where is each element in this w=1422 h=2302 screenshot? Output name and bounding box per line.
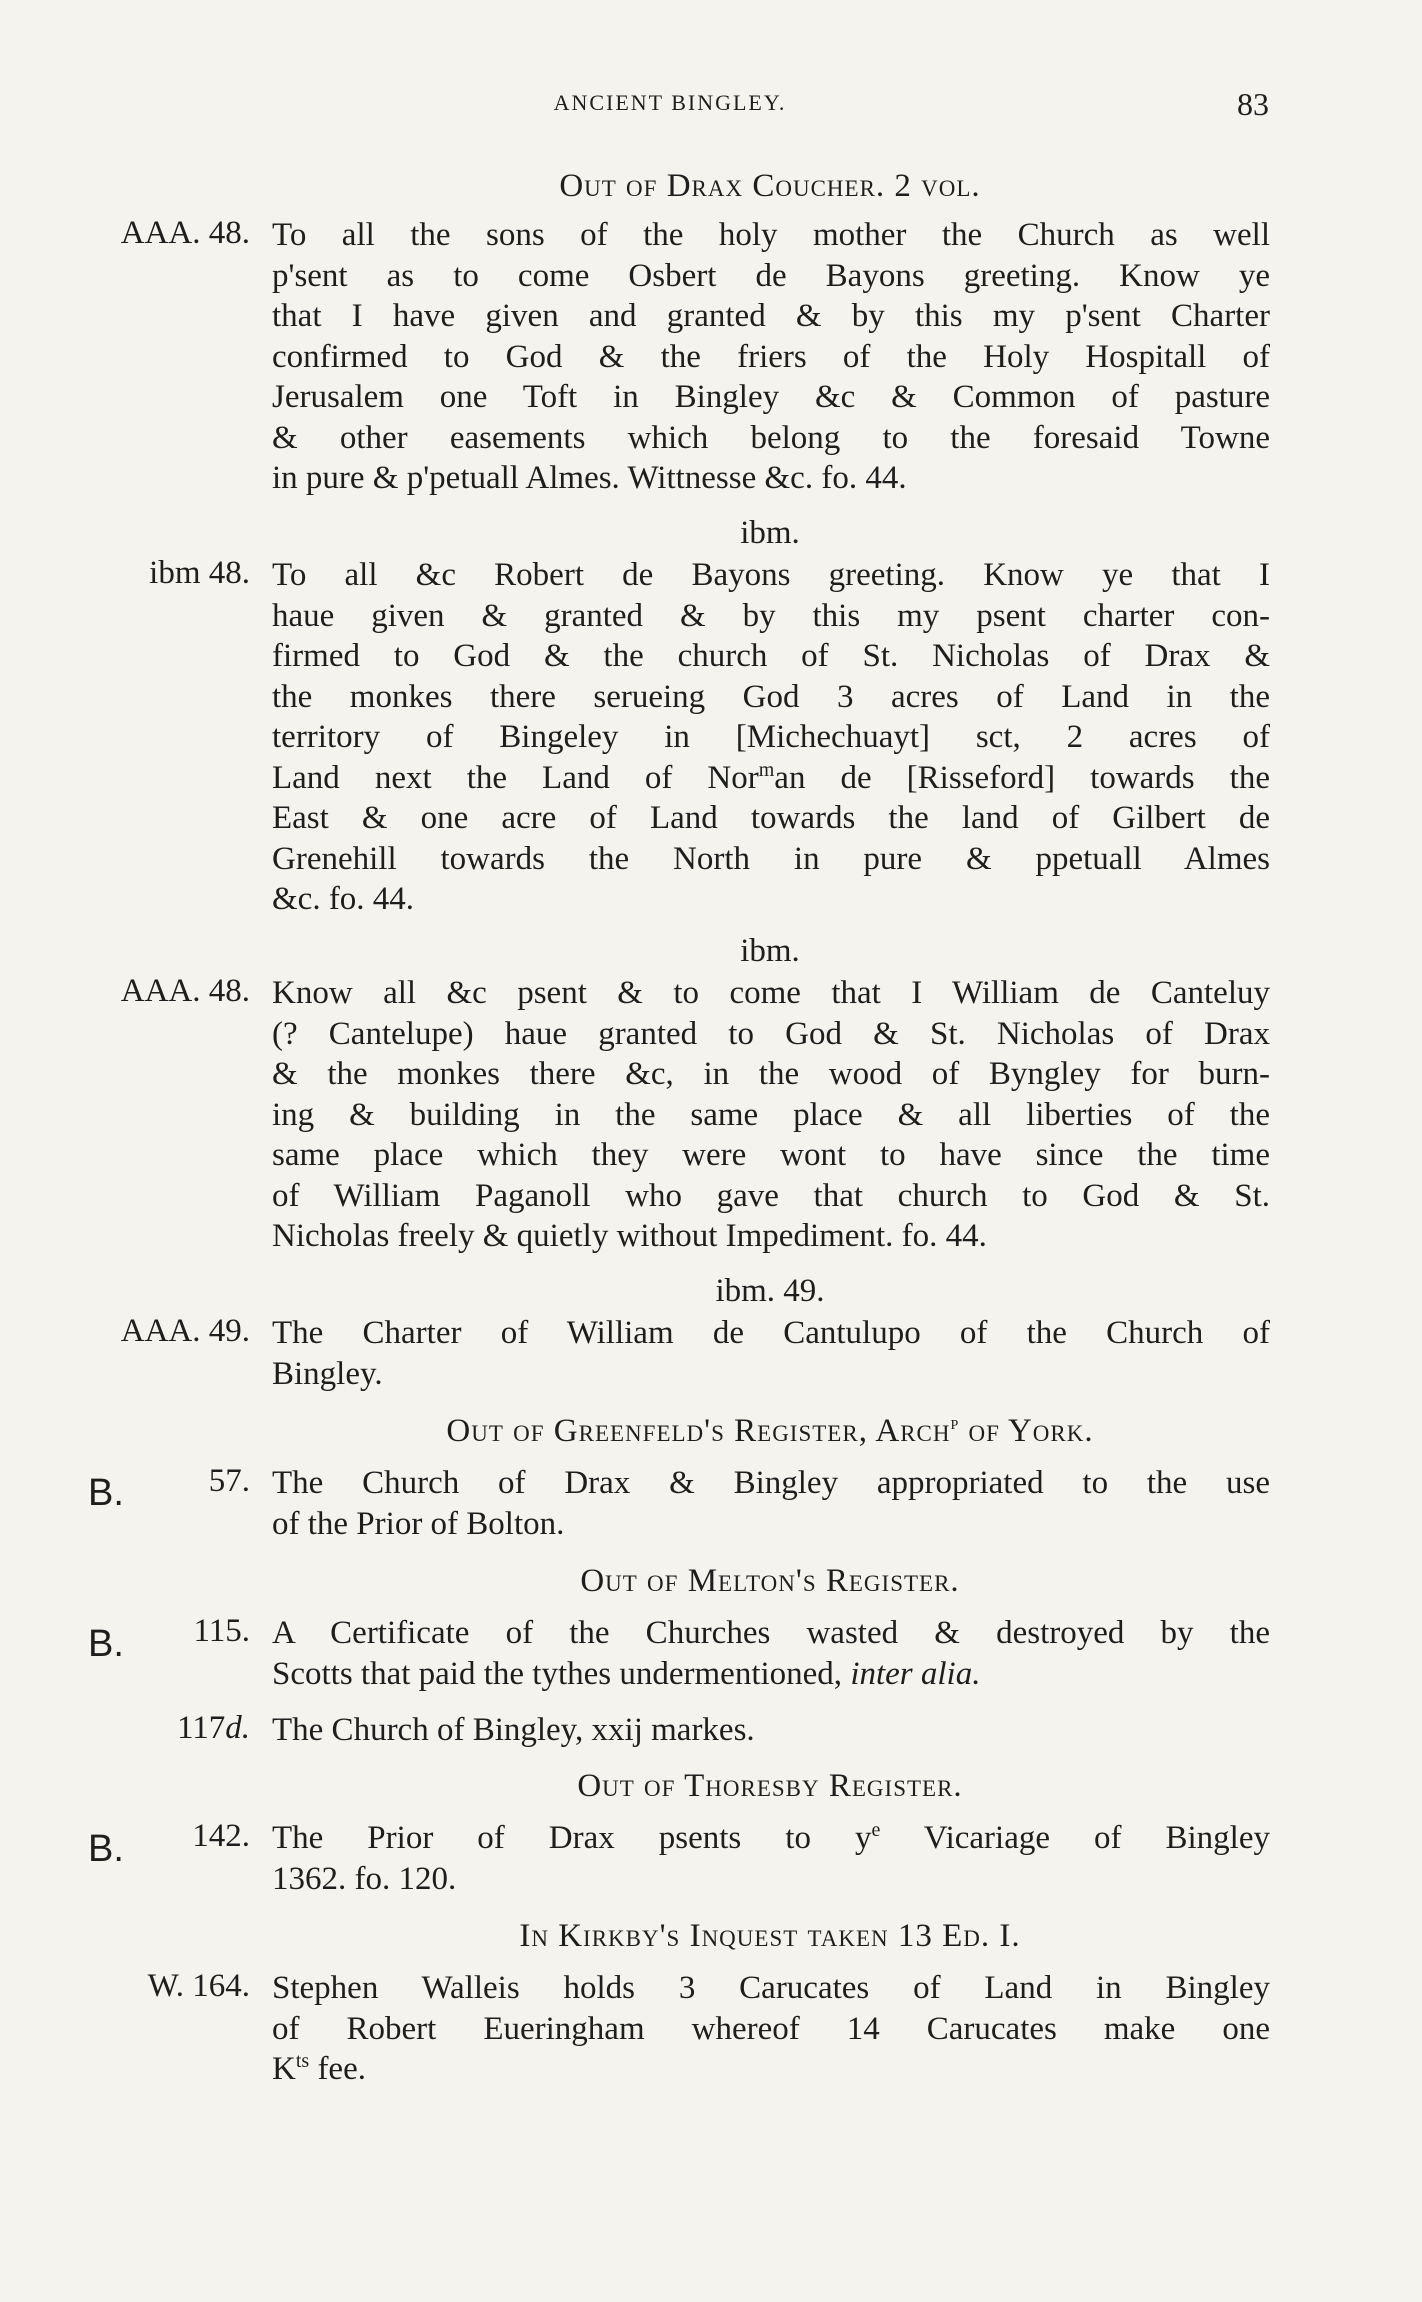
entry-line: Bingley. bbox=[272, 1355, 383, 1392]
page-number: 83 bbox=[1237, 86, 1269, 122]
running-title: ANCIENT BINGLEY. bbox=[553, 90, 787, 115]
entry-line: (? Cantelupe) haue granted to God & St. Nicholas of Drax bbox=[272, 1015, 1270, 1052]
entry-ref: AAA. 49. bbox=[120, 1313, 250, 1349]
entry-line: The Church of Bingley, xxij markes. bbox=[272, 1712, 755, 1748]
section-heading-greenfeld: Out of Greenfeld's Register, Arch$^p$ of York. bbox=[446, 1412, 1094, 1449]
sub-heading-ibm: ibm. bbox=[740, 933, 800, 969]
entry-text bbox=[272, 973, 1270, 1257]
sub-heading-ibm: ibm. bbox=[740, 515, 800, 551]
section-heading-drax: Out of Drax Coucher. 2 vol. bbox=[559, 168, 981, 204]
entry-line: the monkes there serueing God 3 acres of Land in the bbox=[272, 678, 1270, 715]
entry-line: Stephen Walleis holds 3 Carucates of Land in Bingley bbox=[272, 1970, 1270, 2006]
section-heading-kirkby: In Kirkby's Inquest taken 13 Ed. I. bbox=[519, 1918, 1021, 1954]
entry-line: of the Prior of Bolton. bbox=[272, 1505, 565, 1542]
ref-mark: B. bbox=[88, 1623, 124, 1665]
entry-text bbox=[272, 1613, 1270, 1694]
entry-line: confirmed to God & the friers of the Holy Hospitall of bbox=[272, 338, 1270, 375]
entry-line: of William Paganoll who gave that church to God & St. bbox=[272, 1177, 1270, 1214]
entry-text bbox=[272, 215, 1270, 499]
entry-line: of Robert Eueringham whereof 14 Carucates make one bbox=[272, 2010, 1270, 2047]
entry-ref: ibm 48. bbox=[149, 555, 250, 591]
entry-line: To all the sons of the holy mother the Church as well bbox=[272, 217, 1270, 253]
entry-text bbox=[272, 1818, 1270, 1899]
entry-line: Nicholas freely & quietly without Impediment. fo. 44. bbox=[272, 1218, 987, 1254]
section-heading-melton: Out of Melton's Register. bbox=[580, 1563, 960, 1599]
entry-text bbox=[272, 1968, 1270, 2090]
entry-line: To all &c Robert de Bayons greeting. Know ye that I bbox=[272, 557, 1270, 593]
entry-ref: 142. bbox=[192, 1818, 250, 1854]
entry-line: 1362. fo. 120. bbox=[272, 1860, 457, 1897]
entry-line: that I have given and granted & by this my p'sent Charter bbox=[272, 298, 1270, 334]
entry-ref: 57. bbox=[208, 1463, 250, 1499]
section-heading-thoresby: Out of Thoresby Register. bbox=[577, 1768, 963, 1804]
entry-line: $K^{ts}$ fee. bbox=[272, 2050, 366, 2087]
entry-ref: AAA. 48. bbox=[120, 215, 250, 251]
entry-line: The Prior of Drax psents to $y^e$ Vicariage of Bingley bbox=[272, 1819, 1271, 1856]
entry-ref: AAA. 48. bbox=[120, 973, 250, 1009]
entry-line: same place which they were wont to have since the time bbox=[272, 1137, 1270, 1173]
running-head bbox=[0, 86, 1422, 130]
entry-line: p'sent as to come Osbert de Bayons greeting. Know ye bbox=[272, 257, 1270, 294]
entry-line: East & one acre of Land towards the land of Gilbert de bbox=[272, 800, 1270, 836]
entry-line: & other easements which belong to the foresaid Towne bbox=[272, 419, 1270, 456]
entry-text bbox=[272, 1463, 1270, 1544]
entry-line: territory of Bingeley in [Michechuayt] sct, 2 acres of bbox=[272, 719, 1270, 755]
ref-mark: B. bbox=[88, 1828, 124, 1870]
entry-line: The Charter of William de Cantulupo of the Church of bbox=[272, 1315, 1270, 1351]
entry-line: Land next the Land of Nor$^m$an de [Risseford] towards the bbox=[272, 758, 1270, 796]
sub-heading-ibm: ibm. 49. bbox=[715, 1273, 825, 1309]
entry-line: Scotts that paid the tythes undermentioned, inter alia. bbox=[272, 1655, 981, 1692]
ref-mark: B. bbox=[88, 1472, 124, 1514]
entry-ref: 117d. bbox=[176, 1710, 250, 1746]
entry-line: Grenehill towards the North in pure & ppetuall Almes bbox=[272, 840, 1270, 877]
entry-text bbox=[272, 1710, 1270, 1751]
entry-line: firmed to God & the church of St. Nicholas of Drax & bbox=[272, 638, 1270, 674]
entry-line: & the monkes there &c, in the wood of Byngley for burn- bbox=[272, 1056, 1270, 1092]
entry-text bbox=[272, 555, 1270, 920]
entry-line: &c. fo. 44. bbox=[272, 881, 415, 917]
entry-line: Know all &c psent & to come that I William de Canteluy bbox=[272, 975, 1270, 1011]
entry-line: ing & building in the same place & all liberties of the bbox=[272, 1096, 1270, 1133]
entry-line: in pure & p'petuall Almes. Wittnesse &c. fo. 44. bbox=[272, 460, 907, 496]
entry-text bbox=[272, 1313, 1270, 1394]
entry-line: The Church of Drax & Bingley appropriated to the use bbox=[272, 1465, 1270, 1501]
entry-line: haue given & granted & by this my psent charter con- bbox=[272, 597, 1270, 634]
entry-line: Jerusalem one Toft in Bingley &c & Common of pasture bbox=[272, 379, 1270, 415]
entry-ref: 115. bbox=[193, 1613, 250, 1649]
entry-ref: W. 164. bbox=[147, 1968, 250, 2004]
entry-line: A Certificate of the Churches wasted & destroyed by the bbox=[272, 1615, 1270, 1651]
